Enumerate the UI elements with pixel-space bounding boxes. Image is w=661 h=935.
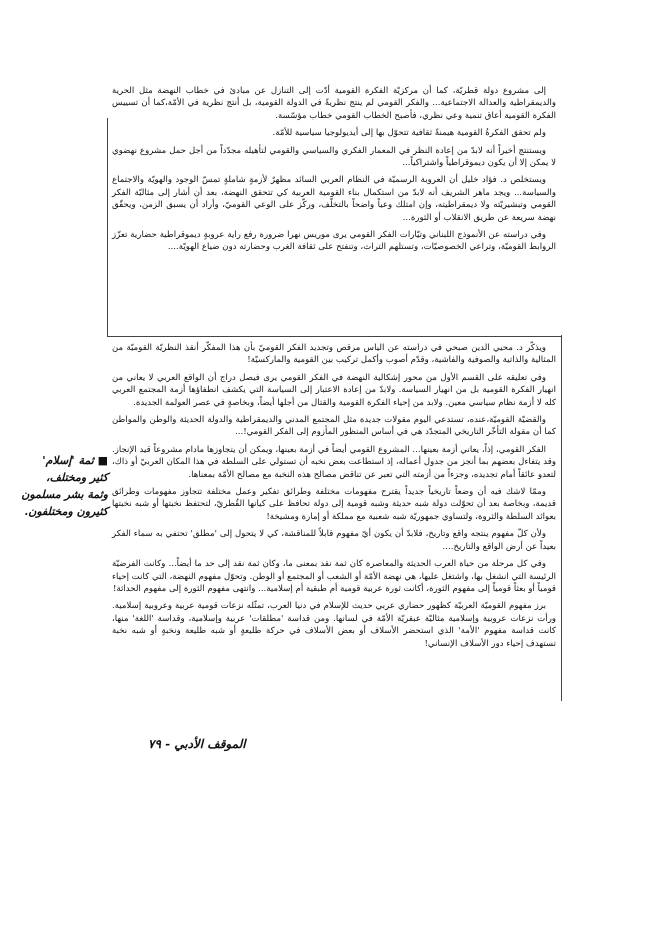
- paragraph: ولأن كلّ مفهوم ينتجه واقع وتاريخ، فلابدّ أن يكون أيّ مفهوم قابلاً للمناقشة، كي لا يتحول إلى 'مطلق' تحتفي به سماء الفكر بعيداً عن أرض الواقع والتاريخ....: [112, 529, 556, 552]
- paragraph: وفي تعليقه على القسم الأول من محور إشكالية النهضة في الفكر القومي يرى فيصل دراج أن الواقع العربي لا يعاني من انهيار الفكرة القومية بل من انهيار السياسة. ولابدّ من إعادة الاعتبار إلى السياسة التي يكشف انطفاؤها أزمة المجتمع العربي كله لا أزمة نظام سياسي معين. ولابد من إحياء الفكرة القومية والقتال من أجلها أيضاً، وبخاصةٍ في عصر العولمة الجديدة.: [112, 372, 556, 408]
- right-border-rule: [561, 335, 562, 701]
- pull-quote-line: ■ ثمة 'إسلام': [42, 454, 108, 467]
- page-footer: الموقف الأدبي - ٧٩: [148, 737, 246, 751]
- pull-quote-line: وثمة بشر مسلمون: [21, 488, 108, 501]
- paragraph: وفي دراسته عن الأنموذج اللبناني وتيّارات الفكر القومي يرى موريس نهرا ضرورة رفع راية عروبةٍ ديموقراطية حضارية تعزّز الروابط القوميّة، وتراعي الخصوصيّات، وتستلهم التراث، وتنفتح على ثقافة الغرب وحضارته دون ضياع الهويّة....: [112, 230, 556, 253]
- paragraph: والقضيّة القوميّة،عنده، تستدعي اليوم مقولات جديدة مثل المجتمع المدني والديمقراطية والدولة الحديثة والوطن والمواطن كما أن مقولة التأخّر التاريخي المتجدّد هي في أساس المنظور المأزوم إلى الفكر القومي!...: [112, 415, 556, 438]
- paragraph: الفكر القومي، إذاً، يعاني أزمة بعينها... المشروع القومي أيضاً في أزمة بعينها، ويمكن أن يتجاوزها مادام مشروعاً قيد الإنجاز. وقد يتفاءل بعضهم بما أنجز من جدول أعماله، إذ استطاعت بعض نخبه أن تستولي على السلطة في هذا المكان العربيّ أو ذاك، لتعدو عائقاً أمام تجديده، وجزءاً من أزمته التي تعبر عن تناقض مصالح هذه النخبة مع مصالح الأمّة بمعناها.: [112, 444, 556, 480]
- paragraph: ويذكّر د. محيي الدين صبحي في دراسته عن الياس مرقص وتجديد الفكر القوميّ بأن هذا المفكّر أنقذ النظريّة القوميّة من المثالية والذاتية والصوفية والفاشية، وقدّم أصوب وأكمل تركيب بين القومية والماركسيّة!: [112, 343, 556, 366]
- left-border-rule: [107, 118, 108, 336]
- paragraph: برز مفهوم القوميّة العربيّة كظهور حضاري عربي حديث للإسلام في دنيا العرب، تمثّله نزعات قومية عربية وعروبية إسلامية. ورأت نزعات عروبية وإسلامية مثاليّة عبقريّة الأمّة في لسانها. ومن قداسة 'مطلقات' عربية وإسلامية، وقداسة 'اللغة' منها، كانت قداسة مفهوم 'الأمة' الذي استحضر الأسلاف أو بعض الأسلاف في حركة طليعةٍ أو شبه طليعة ونخبةٍ أو شبه نخبة تستهدف إحياء دور الأسلاف الإنساني!: [112, 601, 556, 649]
- paragraph: إلى مشروع دولة قطريّة، كما أن مركزيّة الفكرة القومية أدّت إلى التنازل عن مبادئ في خطاب النهضة مثل الحرية والديمقراطية والعدالة الاجتماعية... والفكر القومي لم ينتج نظريةً في الدولة القومية، بل أنتج نظرية في الأمّة،كما أن تسييس الفكرة القومية أعاق تنمية وعي نظري، فأصبح الخطاب القومي خطاب مؤسّسة.: [112, 86, 556, 121]
- pull-quote-line: كثيرون ومختلفون.: [24, 505, 108, 518]
- paragraph: وممّا لاشك فيه أن وضعاً تاريخياً جديداً يقترح مفهومات مختلفة وطرائق تفكير وعمل مختلفة تتجاوز مفهومات وطرائق قديمة، وبخاصة بعد أن تحوّلت دولة شبه حديثة وشبه قومية إلى دولة تحافظ على كيانها القُطريّ، لتحتفظ نخبتها أو شبه نخبتها بعوائد السلطة والثروة، ولتساوي جمهوريّة شبه شعبية مع مملكة أو إمارة ومشيخة!: [112, 487, 556, 522]
- paragraph: ويستنتج أخيراً أنه لابدّ من إعادة النظر في المعمار الفكري والسياسي والقومي لتأهيله مجدّداً من أجل حمل مشروع نهضوي لا يمكن إلا أن يكون ديموقراطياً واشتراكياً...: [112, 145, 556, 169]
- pull-quote-line: كثير ومختلف،: [46, 471, 108, 484]
- upper-text-block: [112, 85, 556, 259]
- section-divider-rule: [107, 336, 562, 337]
- paragraph: ويستخلص د. فؤاد خليل أن العروبة الرسميّة في النظام العربي السائد مظهرٌ لأزمةٍ شاملةٍ تمسّ الوجود والهويّة والاجتماع والسياسة... ويجد ماهر الشريف أنه لابدّ من استكمال بناء القومية العربية كي تتحقق النهضة، بعد أن أشار إلى مثاليّة الفكر القومي وتبشيريّته ولا ديمقراطيته، وإن امتلك وعياً واضحاً بالتخلّف، وركّز على الوعي القوميّ، وأراد أن يسبق الزمن، ويحقّق نهضة سريعة عن طريق الانقلاب أو الثورة...: [112, 175, 556, 223]
- pull-quote: [8, 452, 108, 520]
- paragraph: وفي كل مرحلة من حياة العرب الحديثة والمعاصرة كان ثمة نقد بمعنى ما، وكان ثمة نقد إلى حد ما أيضاً... وكانت الفرضيّة الرئيسة التي انشغل بها، واشتغل عليها، هي نهضة الأمّة أو الشعب أو المجتمع أو الوطن. وتحوّل مفهوم النهضة، التي كانت إحياء قومياً أو بعثاً قومياً إلى مفهوم الثورة، أكانت ثورة عربية قومية أم طبقية أم إسلامية... وانتهى مفهوم الثورة إلى مفهوم الحداثة!: [112, 559, 556, 594]
- paragraph: ولم تحقق الفكرةُ القومية هيمنةً ثقافية تتحوّل بها إلى أيديولوجيا سياسية للأمّة.: [272, 128, 546, 139]
- lower-text-block: [112, 342, 556, 655]
